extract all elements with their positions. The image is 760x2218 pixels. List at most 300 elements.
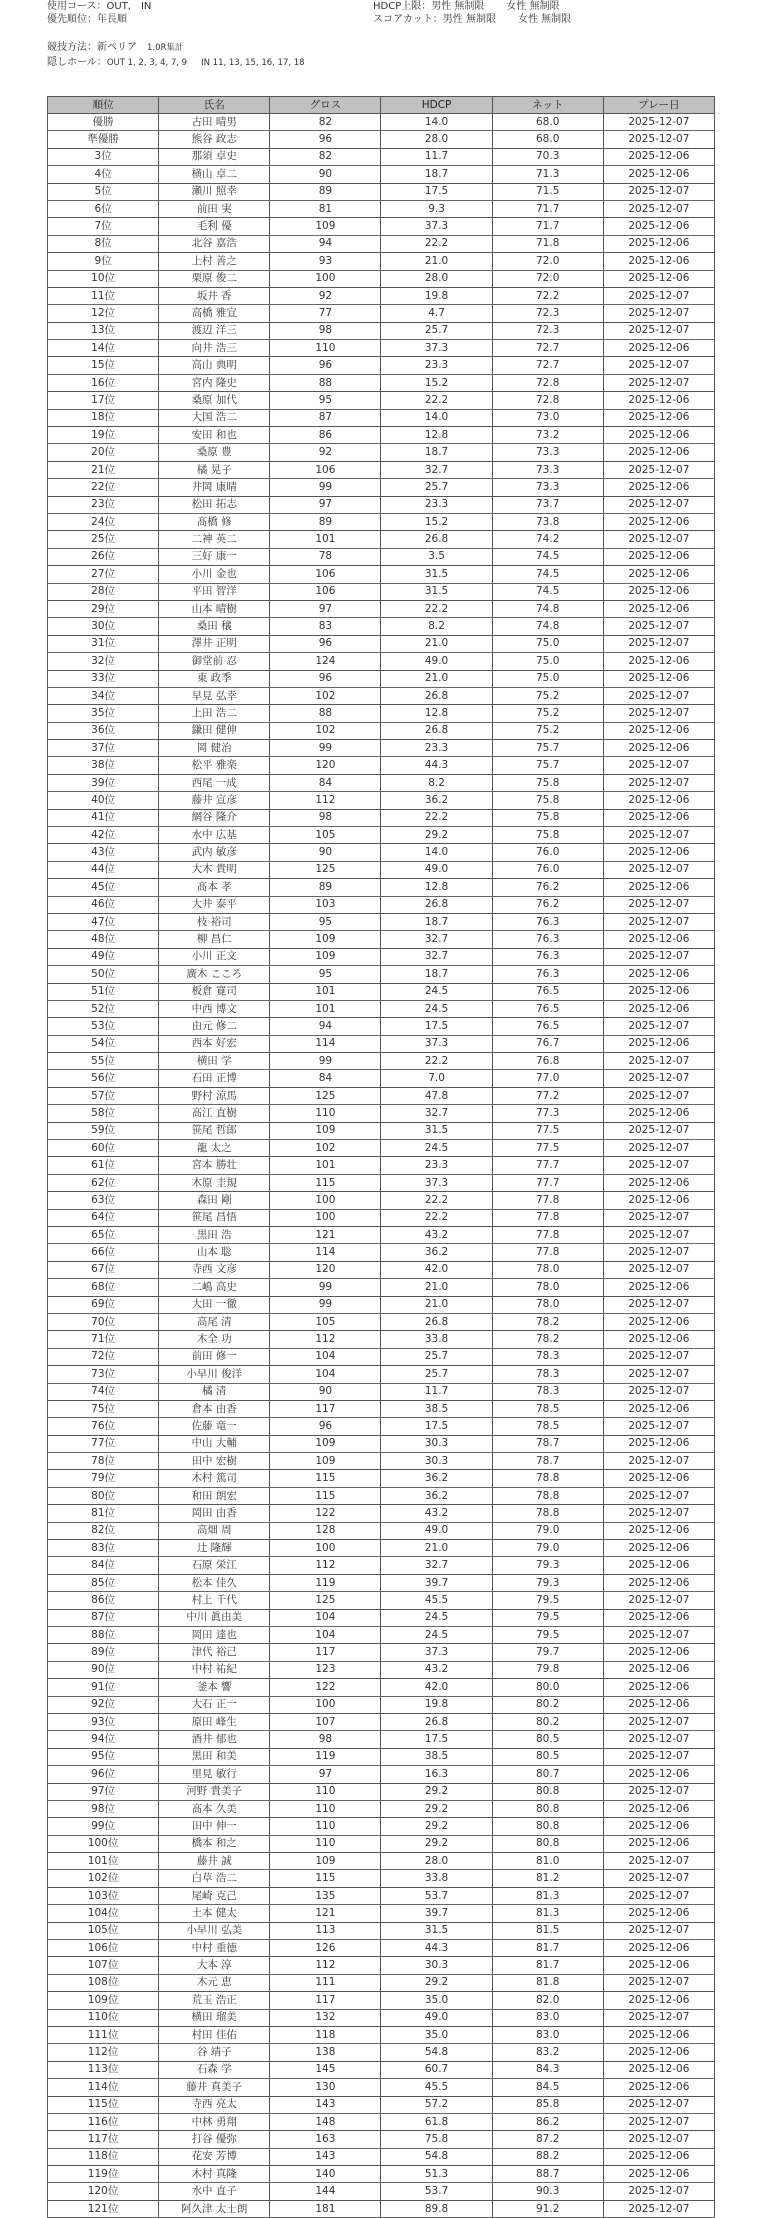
net-cell: 72.0 — [492, 270, 603, 287]
play-date-cell: 2025-12-07 — [603, 357, 714, 374]
play-date-cell: 2025-12-07 — [603, 1244, 714, 1261]
play-date-cell: 2025-12-07 — [603, 1227, 714, 1244]
gross-cell: 100 — [270, 1209, 381, 1226]
gross-cell: 96 — [270, 357, 381, 374]
table-row — [48, 166, 715, 183]
rank-cell: 18位 — [48, 409, 159, 426]
net-cell: 73.7 — [492, 496, 603, 513]
net-cell: 84.5 — [492, 2079, 603, 2096]
gross-cell: 122 — [270, 1505, 381, 1522]
name-cell: 白草 浩二 — [159, 1870, 270, 1887]
results-table — [47, 96, 715, 2218]
play-date-cell: 2025-12-06 — [603, 1470, 714, 1487]
rank-cell: 86位 — [48, 1592, 159, 1609]
play-date-cell: 2025-12-06 — [603, 1800, 714, 1817]
rank-cell: 81位 — [48, 1505, 159, 1522]
name-cell: 岡田 由香 — [159, 1505, 270, 1522]
play-date-cell: 2025-12-06 — [603, 1905, 714, 1922]
gross-cell: 82 — [270, 114, 381, 131]
table-row — [48, 2166, 715, 2183]
rank-cell: 114位 — [48, 2079, 159, 2096]
play-date-cell: 2025-12-07 — [603, 322, 714, 339]
table-row — [48, 1818, 715, 1835]
net-cell: 79.0 — [492, 1540, 603, 1557]
net-cell: 83.0 — [492, 2026, 603, 2043]
table-row — [48, 2148, 715, 2165]
rank-cell: 91位 — [48, 1679, 159, 1696]
gross-cell: 96 — [270, 670, 381, 687]
rank-cell: 55位 — [48, 1053, 159, 1070]
hdcp-cell: 30.3 — [381, 1435, 492, 1452]
name-cell: 中林 勇翔 — [159, 2113, 270, 2130]
hdcp-cell: 44.3 — [381, 757, 492, 774]
table-row — [48, 844, 715, 861]
hdcp-cell: 35.0 — [381, 2026, 492, 2043]
rank-cell: 30位 — [48, 618, 159, 635]
hdcp-cell: 75.8 — [381, 2131, 492, 2148]
rank-cell: 112位 — [48, 2044, 159, 2061]
net-cell: 79.3 — [492, 1557, 603, 1574]
play-date-cell: 2025-12-07 — [603, 757, 714, 774]
play-date-cell: 2025-12-07 — [603, 1209, 714, 1226]
play-date-cell: 2025-12-06 — [603, 148, 714, 165]
name-cell: 中村 祐紀 — [159, 1661, 270, 1678]
name-cell: 高山 典明 — [159, 357, 270, 374]
name-cell: 宮本 勝壮 — [159, 1157, 270, 1174]
rank-cell: 93位 — [48, 1713, 159, 1730]
net-cell: 80.8 — [492, 1783, 603, 1800]
name-cell: 木元 恵 — [159, 1974, 270, 1991]
name-cell: 打谷 優弥 — [159, 2131, 270, 2148]
net-cell: 75.8 — [492, 827, 603, 844]
gross-cell: 100 — [270, 1192, 381, 1209]
rank-cell: 115位 — [48, 2096, 159, 2113]
gross-cell: 125 — [270, 1087, 381, 1104]
net-cell: 72.8 — [492, 374, 603, 391]
hdcp-cell: 11.7 — [381, 1383, 492, 1400]
play-date-cell: 2025-12-06 — [603, 983, 714, 1000]
table-row — [48, 1070, 715, 1087]
name-cell: 田中 伸一 — [159, 1818, 270, 1835]
net-cell: 88.7 — [492, 2166, 603, 2183]
gross-cell: 87 — [270, 409, 381, 426]
rank-cell: 97位 — [48, 1783, 159, 1800]
table-row — [48, 1800, 715, 1817]
net-cell: 78.2 — [492, 1331, 603, 1348]
hdcp-cell: 22.2 — [381, 600, 492, 617]
rank-cell: 77位 — [48, 1435, 159, 1452]
table-row — [48, 114, 715, 131]
rank-cell: 82位 — [48, 1522, 159, 1539]
gross-cell: 106 — [270, 566, 381, 583]
rank-cell: 27位 — [48, 566, 159, 583]
hdcp-cell: 28.0 — [381, 131, 492, 148]
name-cell: 桑原 豊 — [159, 444, 270, 461]
table-row — [48, 705, 715, 722]
table-row — [48, 1731, 715, 1748]
hdcp-limit-female: 女性 無制限 — [506, 1, 560, 12]
table-row — [48, 2113, 715, 2130]
method-rounds: 1.0R集計 — [147, 43, 184, 53]
name-cell: 水中 直子 — [159, 2183, 270, 2200]
table-row — [48, 131, 715, 148]
net-cell: 71.8 — [492, 235, 603, 252]
play-date-cell: 2025-12-07 — [603, 913, 714, 930]
net-cell: 73.2 — [492, 427, 603, 444]
play-date-cell: 2025-12-07 — [603, 183, 714, 200]
gross-cell: 95 — [270, 966, 381, 983]
net-cell: 76.5 — [492, 983, 603, 1000]
name-cell: 大井 泰平 — [159, 896, 270, 913]
net-cell: 79.0 — [492, 1522, 603, 1539]
name-cell: 松平 雅楽 — [159, 757, 270, 774]
name-cell: 橘 清 — [159, 1383, 270, 1400]
net-cell: 72.8 — [492, 392, 603, 409]
gross-cell: 122 — [270, 1679, 381, 1696]
net-cell: 78.5 — [492, 1400, 603, 1417]
table-row — [48, 2044, 715, 2061]
name-cell: 山本 晴樹 — [159, 600, 270, 617]
net-cell: 77.3 — [492, 1105, 603, 1122]
play-date-cell: 2025-12-07 — [603, 1487, 714, 1504]
hdcp-cell: 14.0 — [381, 844, 492, 861]
hdcp-cell: 30.3 — [381, 1453, 492, 1470]
hdcp-cell: 24.5 — [381, 1140, 492, 1157]
table-row — [48, 1609, 715, 1626]
name-cell: 尾崎 克己 — [159, 1887, 270, 1904]
play-date-cell: 2025-12-06 — [603, 270, 714, 287]
rank-cell: 108位 — [48, 1974, 159, 1991]
gross-cell: 109 — [270, 1853, 381, 1870]
gross-cell: 110 — [270, 340, 381, 357]
net-cell: 80.5 — [492, 1748, 603, 1765]
hdcp-cell: 54.8 — [381, 2148, 492, 2165]
play-date-cell: 2025-12-07 — [603, 1296, 714, 1313]
play-date-cell: 2025-12-06 — [603, 844, 714, 861]
gross-cell: 99 — [270, 479, 381, 496]
rank-cell: 84位 — [48, 1557, 159, 1574]
hdcp-cell: 31.5 — [381, 1922, 492, 1939]
name-cell: 松本 佳久 — [159, 1574, 270, 1591]
hidden-in: IN 11, 13, 15, 16, 17, 18 — [201, 58, 305, 68]
name-cell: 高畑 周 — [159, 1522, 270, 1539]
table-row — [48, 1435, 715, 1452]
rank-cell: 51位 — [48, 983, 159, 1000]
hdcp-cell: 8.2 — [381, 618, 492, 635]
name-cell: 武内 敏彦 — [159, 844, 270, 861]
gross-cell: 97 — [270, 496, 381, 513]
table-row — [48, 1557, 715, 1574]
name-cell: 山本 聡 — [159, 1244, 270, 1261]
net-cell: 71.3 — [492, 166, 603, 183]
method-label: 競技方法： — [47, 42, 97, 53]
net-cell: 76.3 — [492, 966, 603, 983]
hdcp-cell: 26.8 — [381, 1713, 492, 1730]
name-cell: 澤井 正明 — [159, 635, 270, 652]
gross-cell: 97 — [270, 1766, 381, 1783]
table-row — [48, 1348, 715, 1365]
name-cell: 北谷 嘉浩 — [159, 235, 270, 252]
table-row — [48, 340, 715, 357]
rank-cell: 16位 — [48, 374, 159, 391]
net-cell: 86.2 — [492, 2113, 603, 2130]
hdcp-cell: 18.7 — [381, 913, 492, 930]
name-cell: 黒田 和美 — [159, 1748, 270, 1765]
rank-cell: 101位 — [48, 1853, 159, 1870]
table-row — [48, 827, 715, 844]
play-date-cell: 2025-12-07 — [603, 1122, 714, 1139]
name-cell: 小川 金也 — [159, 566, 270, 583]
hdcp-limit-label: HDCP上限： — [373, 1, 432, 12]
table-row — [48, 1713, 715, 1730]
net-cell: 75.2 — [492, 705, 603, 722]
hdcp-cell: 29.2 — [381, 827, 492, 844]
hdcp-cell: 23.3 — [381, 740, 492, 757]
hdcp-cell: 36.2 — [381, 1487, 492, 1504]
hdcp-cell: 21.0 — [381, 1296, 492, 1313]
table-row — [48, 2079, 715, 2096]
gross-cell: 109 — [270, 1453, 381, 1470]
rank-cell: 71位 — [48, 1331, 159, 1348]
name-cell: 網谷 隆介 — [159, 809, 270, 826]
rank-cell: 28位 — [48, 583, 159, 600]
table-row — [48, 200, 715, 217]
hdcp-cell: 37.3 — [381, 1644, 492, 1661]
name-cell: 桑田 穣 — [159, 618, 270, 635]
name-cell: 倉本 由香 — [159, 1400, 270, 1417]
gross-cell: 111 — [270, 1974, 381, 1991]
net-cell: 74.8 — [492, 600, 603, 617]
play-date-cell: 2025-12-06 — [603, 1644, 714, 1661]
net-cell: 77.7 — [492, 1157, 603, 1174]
hdcp-cell: 16.3 — [381, 1766, 492, 1783]
hdcp-cell: 29.2 — [381, 1818, 492, 1835]
net-cell: 75.7 — [492, 740, 603, 757]
gross-cell: 115 — [270, 1174, 381, 1191]
rank-cell: 118位 — [48, 2148, 159, 2165]
gross-cell: 121 — [270, 1905, 381, 1922]
hdcp-cell: 25.7 — [381, 322, 492, 339]
hdcp-cell: 19.8 — [381, 287, 492, 304]
hidden-label: 隠しホール： — [47, 57, 107, 68]
rank-cell: 47位 — [48, 913, 159, 930]
hdcp-cell: 28.0 — [381, 270, 492, 287]
name-cell: 栗原 俊二 — [159, 270, 270, 287]
name-cell: 佐藤 竜一 — [159, 1418, 270, 1435]
play-date-cell: 2025-12-06 — [603, 1105, 714, 1122]
play-date-cell: 2025-12-07 — [603, 1505, 714, 1522]
play-date-cell: 2025-12-06 — [603, 653, 714, 670]
table-row — [48, 1522, 715, 1539]
play-date-cell: 2025-12-06 — [603, 218, 714, 235]
name-cell: 大国 浩二 — [159, 409, 270, 426]
play-date-cell: 2025-12-07 — [603, 774, 714, 791]
table-row — [48, 687, 715, 704]
rank-cell: 120位 — [48, 2183, 159, 2200]
net-cell: 79.5 — [492, 1592, 603, 1609]
name-cell: 鎌田 健伸 — [159, 722, 270, 739]
rank-cell: 89位 — [48, 1644, 159, 1661]
rank-cell: 35位 — [48, 705, 159, 722]
gross-cell: 106 — [270, 583, 381, 600]
net-cell: 71.7 — [492, 218, 603, 235]
hdcp-cell: 49.0 — [381, 653, 492, 670]
net-cell: 70.3 — [492, 148, 603, 165]
table-row — [48, 566, 715, 583]
hdcp-cell: 39.7 — [381, 1905, 492, 1922]
play-date-cell: 2025-12-07 — [603, 1366, 714, 1383]
gross-cell: 109 — [270, 931, 381, 948]
score-cut-female: 女性 無制限 — [518, 14, 572, 25]
gross-cell: 89 — [270, 879, 381, 896]
name-cell: 横田 学 — [159, 1053, 270, 1070]
net-cell: 71.7 — [492, 200, 603, 217]
name-cell: 和田 朗宏 — [159, 1487, 270, 1504]
table-row — [48, 635, 715, 652]
name-cell: 廣木 こころ — [159, 966, 270, 983]
table-row — [48, 1140, 715, 1157]
play-date-cell: 2025-12-06 — [603, 1192, 714, 1209]
hdcp-cell: 42.0 — [381, 1261, 492, 1278]
gross-cell: 109 — [270, 1435, 381, 1452]
hdcp-cell: 22.2 — [381, 235, 492, 252]
name-cell: 田中 宏樹 — [159, 1453, 270, 1470]
name-cell: 石森 学 — [159, 2061, 270, 2078]
name-cell: 藤井 宣彦 — [159, 792, 270, 809]
gross-cell: 117 — [270, 1644, 381, 1661]
name-cell: 村田 佳佑 — [159, 2026, 270, 2043]
name-cell: 石原 栄江 — [159, 1557, 270, 1574]
hdcp-cell: 7.0 — [381, 1070, 492, 1087]
gross-cell: 89 — [270, 513, 381, 530]
play-date-cell: 2025-12-06 — [603, 1435, 714, 1452]
hdcp-cell: 32.7 — [381, 461, 492, 478]
rank-cell: 49位 — [48, 948, 159, 965]
play-date-cell: 2025-12-06 — [603, 1696, 714, 1713]
hdcp-cell: 61.8 — [381, 2113, 492, 2130]
gross-cell: 101 — [270, 531, 381, 548]
net-cell: 72.7 — [492, 340, 603, 357]
net-cell: 77.8 — [492, 1209, 603, 1226]
net-cell: 80.2 — [492, 1713, 603, 1730]
gross-cell: 112 — [270, 1957, 381, 1974]
play-date-cell: 2025-12-06 — [603, 809, 714, 826]
play-date-cell: 2025-12-07 — [603, 1070, 714, 1087]
table-row — [48, 1105, 715, 1122]
net-cell: 78.7 — [492, 1453, 603, 1470]
net-cell: 78.3 — [492, 1348, 603, 1365]
hdcp-cell: 22.2 — [381, 1053, 492, 1070]
net-cell: 73.8 — [492, 513, 603, 530]
table-row — [48, 1940, 715, 1957]
name-cell: 土本 健太 — [159, 1905, 270, 1922]
table-row — [48, 740, 715, 757]
rank-cell: 29位 — [48, 600, 159, 617]
rank-cell: 13位 — [48, 322, 159, 339]
hdcp-cell: 32.7 — [381, 931, 492, 948]
net-cell: 78.8 — [492, 1505, 603, 1522]
rank-cell: 36位 — [48, 722, 159, 739]
gross-cell: 103 — [270, 896, 381, 913]
hdcp-cell: 26.8 — [381, 531, 492, 548]
name-cell: 石田 正博 — [159, 1070, 270, 1087]
gross-cell: 115 — [270, 1870, 381, 1887]
hdcp-cell: 49.0 — [381, 1522, 492, 1539]
name-cell: 板倉 寛司 — [159, 983, 270, 1000]
hdcp-cell: 51.3 — [381, 2166, 492, 2183]
play-date-cell: 2025-12-07 — [603, 1453, 714, 1470]
name-cell: 木村 真隆 — [159, 2166, 270, 2183]
net-cell: 77.5 — [492, 1140, 603, 1157]
net-cell: 73.0 — [492, 409, 603, 426]
table-row — [48, 1626, 715, 1643]
name-cell: 瀬川 照幸 — [159, 183, 270, 200]
net-cell: 81.8 — [492, 1974, 603, 1991]
play-date-cell: 2025-12-06 — [603, 1331, 714, 1348]
gross-cell: 121 — [270, 1227, 381, 1244]
hdcp-cell: 26.8 — [381, 722, 492, 739]
net-cell: 78.8 — [492, 1487, 603, 1504]
rank-cell: 15位 — [48, 357, 159, 374]
name-cell: 熊谷 政志 — [159, 131, 270, 148]
gross-cell: 148 — [270, 2113, 381, 2130]
rank-cell: 76位 — [48, 1418, 159, 1435]
rank-cell: 75位 — [48, 1400, 159, 1417]
gross-cell: 95 — [270, 392, 381, 409]
table-row — [48, 1974, 715, 1991]
play-date-cell: 2025-12-07 — [603, 1140, 714, 1157]
play-date-cell: 2025-12-07 — [603, 1870, 714, 1887]
net-cell: 78.8 — [492, 1470, 603, 1487]
net-cell: 68.0 — [492, 114, 603, 131]
score-cut-label: スコアカット： — [373, 14, 443, 25]
name-cell: 木村 篤司 — [159, 1470, 270, 1487]
name-cell: 坂井 香 — [159, 287, 270, 304]
hdcp-cell: 39.7 — [381, 1574, 492, 1591]
net-cell: 82.0 — [492, 1992, 603, 2009]
hdcp-cell: 12.8 — [381, 427, 492, 444]
name-cell: 由元 修二 — [159, 1018, 270, 1035]
hdcp-cell: 26.8 — [381, 1313, 492, 1330]
table-row — [48, 513, 715, 530]
table-row — [48, 1192, 715, 1209]
gross-cell: 125 — [270, 861, 381, 878]
gross-cell: 83 — [270, 618, 381, 635]
hdcp-cell: 32.7 — [381, 1105, 492, 1122]
play-date-cell: 2025-12-06 — [603, 931, 714, 948]
name-cell: 小早川 俊洋 — [159, 1366, 270, 1383]
net-cell: 79.5 — [492, 1609, 603, 1626]
net-cell: 78.0 — [492, 1296, 603, 1313]
hdcp-cell: 24.5 — [381, 1000, 492, 1017]
gross-cell: 100 — [270, 1696, 381, 1713]
hdcp-cell: 42.0 — [381, 1679, 492, 1696]
name-cell: 寺西 文彦 — [159, 1261, 270, 1278]
priority-value: 年長順 — [97, 14, 127, 25]
net-cell: 73.3 — [492, 479, 603, 496]
rank-cell: 6位 — [48, 200, 159, 217]
table-row — [48, 2009, 715, 2026]
hdcp-cell: 43.2 — [381, 1227, 492, 1244]
table-row — [48, 983, 715, 1000]
net-cell: 75.0 — [492, 635, 603, 652]
play-date-cell: 2025-12-06 — [603, 966, 714, 983]
hdcp-cell: 47.8 — [381, 1087, 492, 1104]
table-row — [48, 913, 715, 930]
rank-cell: 78位 — [48, 1453, 159, 1470]
play-date-cell: 2025-12-06 — [603, 722, 714, 739]
table-row — [48, 1644, 715, 1661]
